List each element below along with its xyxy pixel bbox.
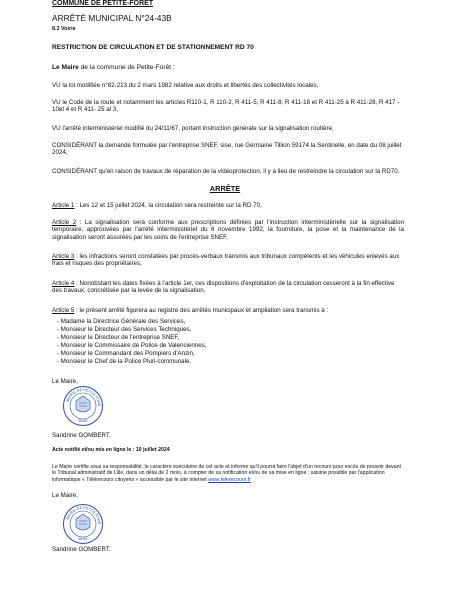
signature-title: Le Maire, [52, 378, 78, 385]
article-text: : Les 12 et 15 juillet 2024, la circulation sera restreinte sur la RD 70, [74, 202, 262, 209]
article-text: : le présent arrêté figurera au registre des arrêtés municipaux et ampliation sera transmis à : [74, 307, 329, 314]
legal-text: Le Maire certifie sous sa responsabilité, le caractère exécutoire de cet acte et informe qu'il pourra faire l'objet d'un recours pour excès de pouvoir devant le Tribunal administratif de Lille, dans un délai de 2 mois, à compter de sa notification et/ou de sa mise en ligne ; saisine possible par l'application informatique « Télérecours citoyens » accessible par le site internet [52, 464, 401, 483]
arrete-number: ARRÊTÉ MUNICIPAL N°24-43B [52, 13, 172, 23]
article-5 [52, 307, 404, 314]
maire-rest: de la commune de Petite-Forêt ; [78, 64, 175, 71]
recipient-1: - Madame la Directrice Générale des Services, [57, 318, 186, 325]
considerant-1: CONSIDÉRANT la demande formulée par l'entreprise SNEF, sise, rue Germaine Tillion 59174 la Sentinelle, en date du 08 juillet 2024, [52, 142, 402, 157]
maire-intro [52, 64, 175, 71]
signature-name-2: Sandrine GOMBERT. [52, 546, 111, 553]
article-2 [52, 219, 404, 241]
article-label: Article 1 [52, 202, 75, 209]
article-1 [52, 202, 404, 209]
article-label: Article 3 [52, 253, 75, 260]
svg-text:59494: 59494 [78, 537, 88, 541]
telerecours-link[interactable]: www.telerecours.fr [208, 476, 251, 483]
signature-name: Sandrine GOMBERT. [52, 432, 111, 439]
maire-bold: Le Maire [52, 64, 79, 71]
svg-text:MAIRIE DE PETITE-FORET: MAIRIE DE PETITE-FORE [65, 505, 102, 525]
recipient-5: - Monsieur le Commandant des Pompiers d'Anzin, [57, 350, 195, 357]
notification-date: Acte notifié et/ou mis en ligne le : 10 juillet 2024 [52, 447, 170, 453]
article-text: : les infractions seront constatées par procès-verbaux transmis aux tribunaux compétents et les véhicules enlevés aux frais et risques des propriétaires, [52, 253, 400, 268]
svg-text:59494: 59494 [78, 419, 88, 423]
article-4 [52, 280, 404, 295]
commune-name: COMMUNE DE PETITE-FORET [52, 0, 154, 7]
category: 8.3 Voirie [52, 26, 76, 32]
article-text: : La signalisation sera conforme aux prescriptions définies par l'instruction interministérielle sur la signalisation temporaire, approuvées par l'arrêté interministériel du 6 novembre 1992, la fourniture, la pose et la maintenance de la signalisation seront assurées par les soins de l'entreprise SNEF, [52, 219, 405, 241]
recipient-6: - Monsieur le Chef de la Police Pluri-communale, [57, 358, 192, 365]
visa-2: VU le Code de la route et notamment les articles R110-1, R 110-2, R 411-5, R 411-8, R 411-18 et R 411-25 à R 411-28, R 417 - 10et 4 et R 411- 25 al 3, [52, 99, 400, 114]
article-label: Article 4 [52, 280, 75, 287]
svg-text:MAIRIE DE PETITE-FORET: MAIRIE DE PETITE-FORE [65, 387, 102, 407]
article-text: : Nonobstant les dates fixées à l'article 1er, ces dispositions d'exploitation de la circulation cesseront à la fin effective des travaux, concrétisée par la levée de la signalisation, [52, 280, 395, 295]
document-subject: RESTRICTION DE CIRCULATION ET DE STATIONNEMENT RD 70 [52, 44, 254, 51]
visa-3: VU l'arrêté interministériel modifié du 24/11/67, portant instruction générale sur la signalisation routière, [52, 125, 334, 132]
article-label: Article 2 [52, 219, 77, 226]
article-3 [52, 253, 404, 268]
mairie-seal-icon [62, 503, 104, 545]
recipient-3: - Monsieur le Directeur de l'entreprise SNEF, [57, 334, 180, 341]
article-label: Article 5 [52, 307, 75, 314]
signature-title-2: Le Maire, [52, 492, 78, 499]
considerant-2: CONSIDÉRANT qu'en raison de travaux de réparation de la vidéoprotection, il y a lieu de restreindre la circulation sur la RD70, [52, 168, 400, 175]
visa-1: VU la loi modifiée n°82-213 du 2 mars 1982 relative aux droits et libertés des collectivités locales, [52, 82, 319, 89]
arrete-heading: ARRÊTE [209, 184, 241, 193]
recipient-4: - Monsieur le Commissaire de Police de Valenciennes, [57, 342, 207, 349]
legal-notice [52, 464, 402, 483]
mairie-seal-icon [62, 385, 104, 427]
recipient-2: - Monsieur le Directeur des Services Techniques, [57, 326, 192, 333]
